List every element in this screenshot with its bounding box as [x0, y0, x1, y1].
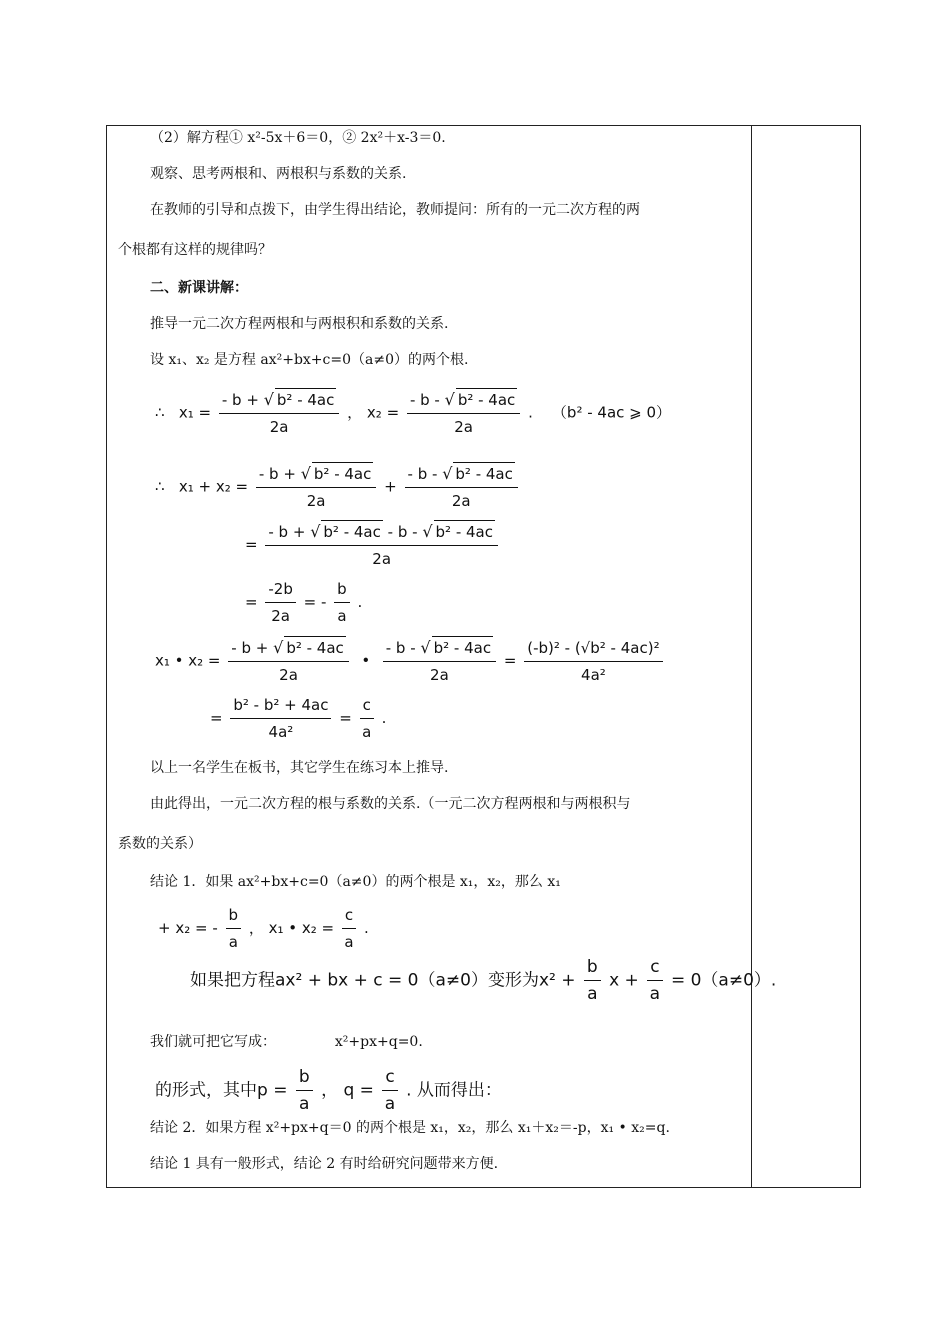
x1-fraction: $\frac{\text{- b + √ b² - 4ac}}{2a}$ [219, 388, 340, 438]
text-line-teacher-guide: 在教师的引导和点拨下，由学生得出结论，教师提问：所有的一元二次方程的两 [150, 202, 640, 218]
text-line-write-as: 我们就可把它写成： x²+px+q=0. [150, 1034, 423, 1050]
sum-result-row: = $\frac{-2b}{2a}$ = - $\frac{b}{a}$ . [245, 580, 363, 625]
x1-label: x₁ = [178, 403, 212, 422]
x2-fraction: $\frac{\text{- b - √ b² - 4ac}}{2a}$ [407, 388, 520, 438]
x2-label: ， x₂ = [347, 403, 400, 422]
transform-formula: 如果把方程ax² + bx + c = 0（a≠0）变形为x² + $\frac{b}{a}$ x + $\frac{c}{a}$ = 0（a≠0）. [190, 957, 777, 1004]
conclusion-1: 结论 1．如果 ax²+bx+c=0（a≠0）的两个根是 x₁，x₂，那么 x₁ [150, 874, 561, 890]
conclusion-2: 结论 2．如果方程 x²+px+q＝0 的两个根是 x₁，x₂，那么 x₁＋x₂＝-p，x₁ • x₂=q. [150, 1120, 670, 1136]
text-line-board: 以上一名学生在板书，其它学生在练习本上推导. [150, 760, 449, 776]
text-line-let-roots: 设 x₁、x₂ 是方程 ax²+bx+c=0（a≠0）的两个根. [150, 352, 469, 368]
sum-formula-row: ∴ x₁ + x₂ = $\frac{\text{- b + √ b² - 4ac}}{2a}$ + $\frac{\text{- b - √ b² - 4ac}}{2a}$ [155, 462, 521, 512]
text-line-question: 个根都有这样的规律吗？ [118, 242, 272, 258]
text-line-observe: 观察、思考两根和、两根积与系数的关系. [150, 166, 407, 182]
table-column-divider [751, 126, 752, 1187]
sum-combined-row: = $\frac{\text{- b + √ b² - 4ac - b - √ b² - 4ac}}{2a}$ [245, 520, 501, 570]
root-formula-row: ∴ x₁ = $\frac{\text{- b + √ b² - 4ac}}{2a}$ ， x₂ = $\frac{\text{- b - √ b² - 4ac}}{2a}$ . （b² - 4ac ⩾ 0） [155, 390, 672, 436]
standard-form-formula: x²+px+q=0. [334, 1034, 423, 1050]
text-line-summary: 结论 1 具有一般形式，结论 2 有时给研究问题带来方便. [150, 1156, 499, 1172]
pq-definition: 的形式，其中p = $\frac{b}{a}$ ， q = $\frac{c}{a}$ . 从而得出： [155, 1067, 502, 1114]
product-result-row: = $\frac{\text{b² - b² + 4ac}}{\text{4a²}}$ = $\frac{c}{a}$ . [210, 696, 387, 741]
discriminant-condition: （b² - 4ac ⩾ 0） [551, 403, 672, 422]
text-line-relation: 系数的关系） [118, 836, 202, 852]
conclusion-1-formula: + x₂ = - $\frac{b}{a}$ ， x₁ • x₂ = $\frac{c}{a}$ . [158, 906, 369, 951]
therefore-symbol: ∴ [155, 403, 165, 422]
product-formula-row: x₁ • x₂ = $\frac{\text{- b + √ b² - 4ac}}{2a}$ • $\frac{\text{- b - √ b² - 4ac}}{2a}$ = $\frac{\text{(-b)² - (√b² - 4ac)²}}{\text{4a²}}$ [155, 636, 666, 686]
section-heading: 二、新课讲解： [150, 280, 248, 296]
text-line-derive: 推导一元二次方程两根和与两根积和系数的关系. [150, 316, 449, 332]
sum-label: x₁ + x₂ = [178, 477, 249, 496]
text-line-solve-equations: （2）解方程① x²-5x＋6＝0，② 2x²＋x-3＝0. [150, 130, 446, 146]
product-label: x₁ • x₂ = [155, 651, 221, 670]
text-line-therefore: 由此得出，一元二次方程的根与系数的关系.（一元二次方程两根和与两根积与 [150, 796, 631, 812]
